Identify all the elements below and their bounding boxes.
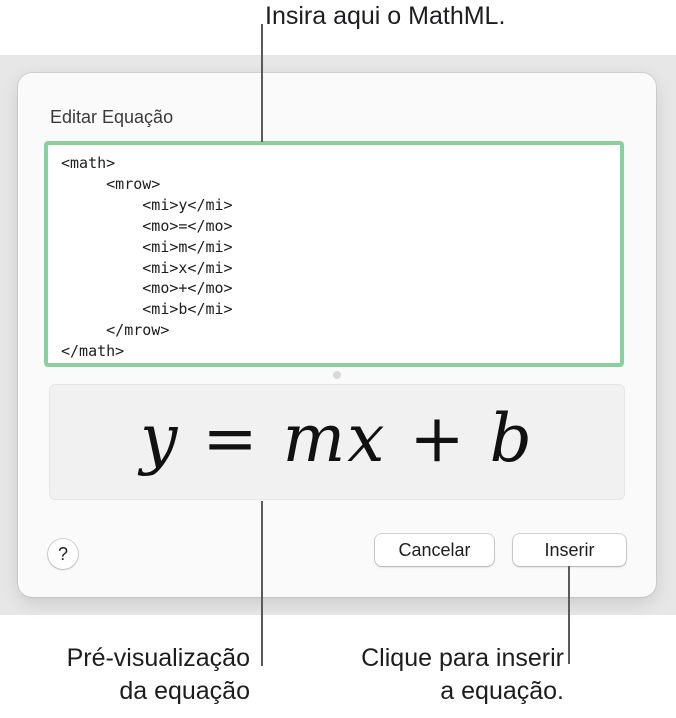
- edit-equation-dialog: [18, 73, 656, 597]
- help-button[interactable]: ?: [48, 539, 78, 569]
- callout-insert-line1: Clique para inserir: [361, 644, 564, 672]
- resize-handle[interactable]: [333, 371, 341, 379]
- insert-button[interactable]: Inserir: [513, 534, 626, 566]
- callout-preview-line1: Pré-visualização: [66, 644, 250, 672]
- callout-line-mathml: [261, 24, 263, 142]
- mathml-source-text[interactable]: <math> <mrow> <mi>y</mi> <mo>=</mo> <mi>m</mi> <mi>x</mi> <mo>+</mo> <mi>b</mi> </mrow> </math>: [61, 154, 233, 361]
- mathml-editor[interactable]: [44, 141, 624, 367]
- preview-equation-text: y = mx + b: [140, 400, 534, 477]
- callout-insert-line2: a equação.: [440, 677, 564, 705]
- callout-line-insert: [568, 566, 570, 664]
- dialog-title: Editar Equação: [50, 107, 174, 127]
- equation-preview: [49, 384, 625, 500]
- callout-preview-line2: da equação: [119, 677, 250, 705]
- callout-mathml: Insira aqui o MathML.: [265, 2, 506, 30]
- cancel-button[interactable]: Cancelar: [375, 534, 494, 566]
- callout-line-preview: [261, 501, 263, 666]
